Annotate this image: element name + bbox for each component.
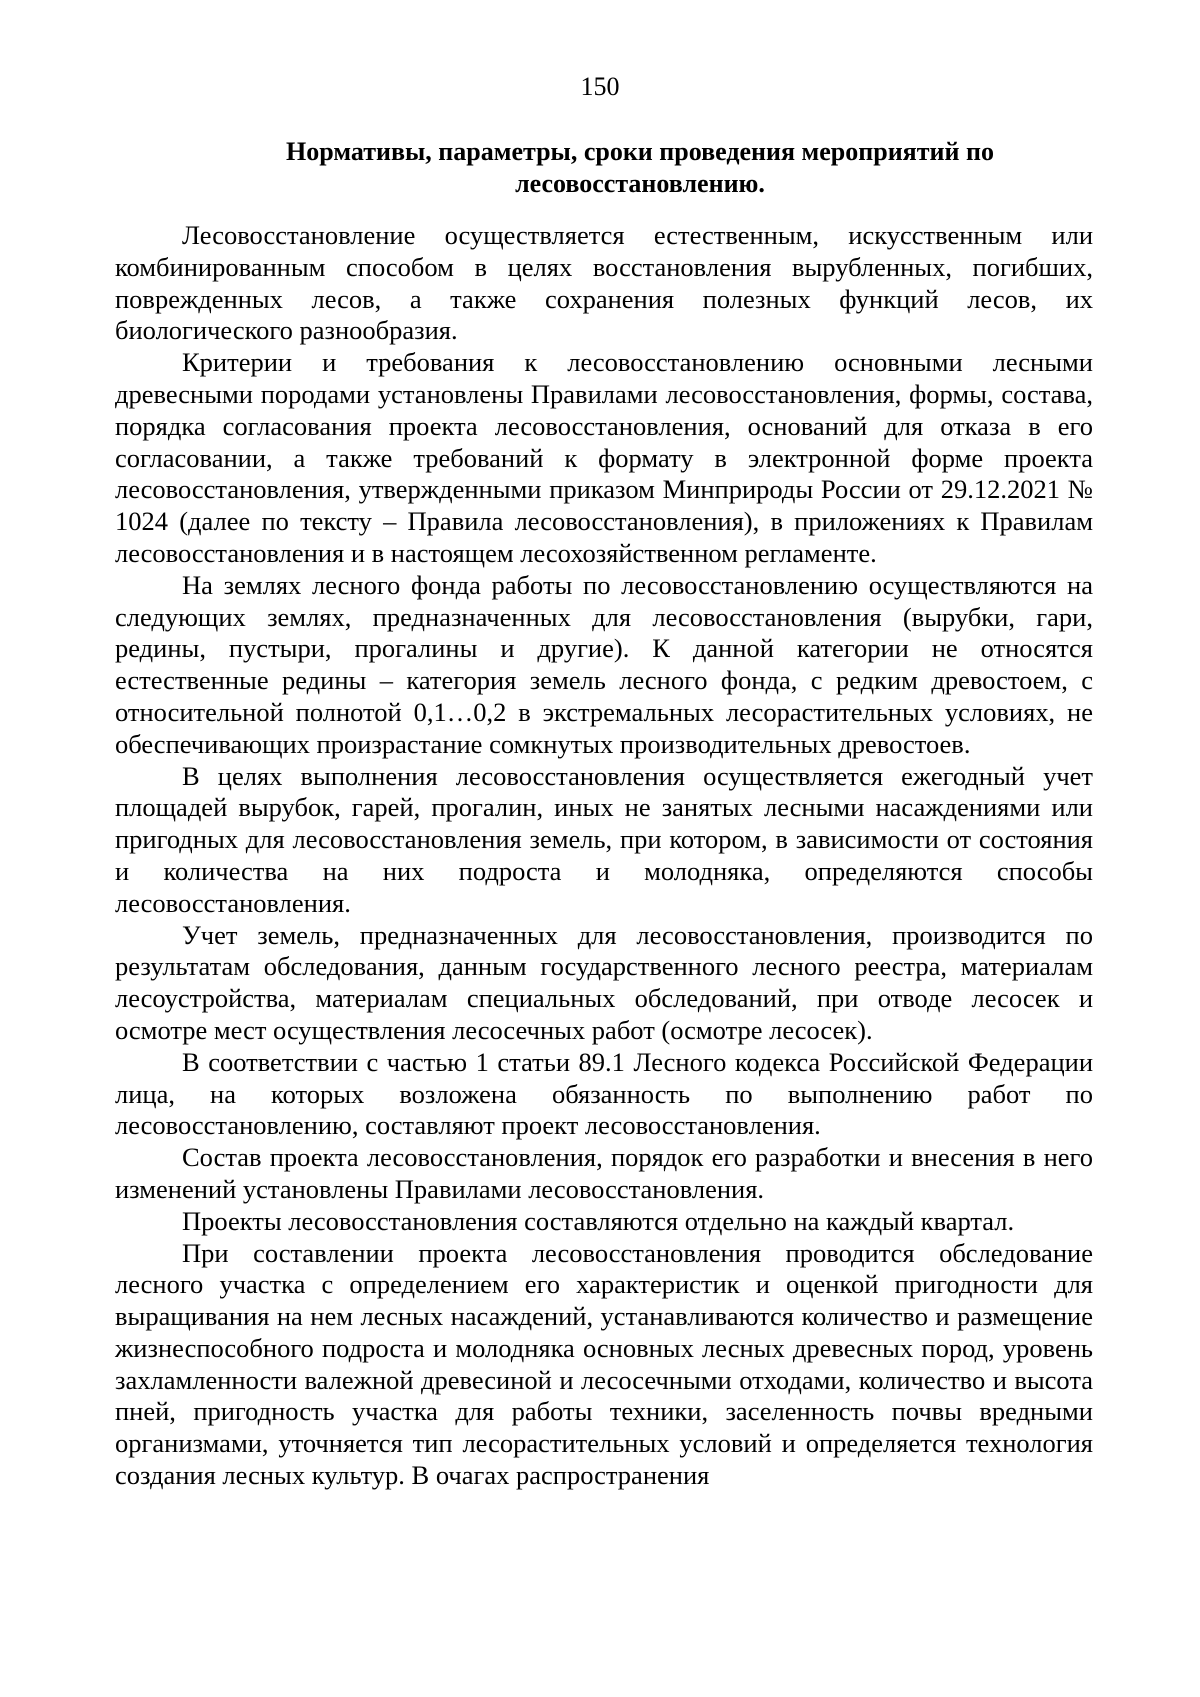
paragraph-2: Критерии и требования к лесовосстановлению основными лесными древесными породами установлены Правилами лесовосстановления, формы, состава, порядка согласования проекта лесовосстановления, оснований для отказа в его согласовании, а также требований к формату в электронной форме проекта лесовосстановления, утвержденными приказом Минприроды России от 29.12.2021 № 1024 (далее по тексту – Правила лесовосстановления), в приложениях к Правилам лесовосстановления и в настоящем лесохозяйственном регламенте. — [115, 347, 1093, 568]
body-text — [115, 220, 1093, 1492]
paragraph-4: В целях выполнения лесовосстановления осуществляется ежегодный учет площадей вырубок, гарей, прогалин, иных не занятых лесными насаждениями или пригодных для лесовосстановления земель, при котором, в зависимости от состояния и количества на них подроста и молодняка, определяются способы лесовосстановления. — [115, 760, 1093, 918]
paragraph-7: Состав проекта лесовосстановления, порядок его разработки и внесения в него изменений установлены Правилами лесовосстановления. — [115, 1142, 1093, 1204]
paragraph-1: Лесовосстановление осуществляется естественным, искусственным или комбинированным способом в целях восстановления вырубленных, погибших, поврежденных лесов, а также сохранения полезных функций лесов, их биологического разнообразия. — [115, 220, 1093, 346]
paragraph-9: При составлении проекта лесовосстановления проводится обследование лесного участка с определением его характеристик и оценкой пригодности для выращивания на нем лесных насаждений, устанавливаются количество и размещение жизнеспособного подроста и молодняка основных лесных древесных пород, уровень захламленности валежной древесиной и лесосечными отходами, количество и высота пней, пригодность участка для работы техники, заселенность почвы вредными организмами, уточняется тип лесорастительных условий и определяется технология создания лесных культур. В очагах распространения — [115, 1237, 1093, 1491]
section-title: Нормативы, параметры, сроки проведения мероприятий по лесовосстановлению. — [286, 137, 994, 198]
paragraph-8: Проекты лесовосстановления составляются отдельно на каждый квартал. — [182, 1205, 1015, 1236]
paragraph-6: В соответствии с частью 1 статьи 89.1 Лесного кодекса Российской Федерации лица, на которых возложена обязанность по выполнению работ по лесовосстановлению, составляют проект лесовосстановления. — [115, 1046, 1093, 1141]
paragraph-5: Учет земель, предназначенных для лесовосстановления, производится по результатам обследования, данным государственного лесного реестра, материалам лесоустройства, материалам специальных обследований, при отводе лесосек и осмотре мест осуществления лесосечных работ (осмотре лесосек). — [115, 919, 1093, 1045]
paragraph-3: На землях лесного фонда работы по лесовосстановлению осуществляются на следующих землях, предназначенных для лесовосстановления (вырубки, гари, редины, пустыри, прогалины и другие). К данной категории не относятся естественные редины – категория земель лесного фонда, с редким древостоем, с относительной полнотой 0,1…0,2 в экстремальных лесорастительных условиях, не обеспечивающих произрастание сомкнутых производительных древостоев. — [115, 569, 1093, 759]
page-number: 150 — [580, 72, 620, 101]
